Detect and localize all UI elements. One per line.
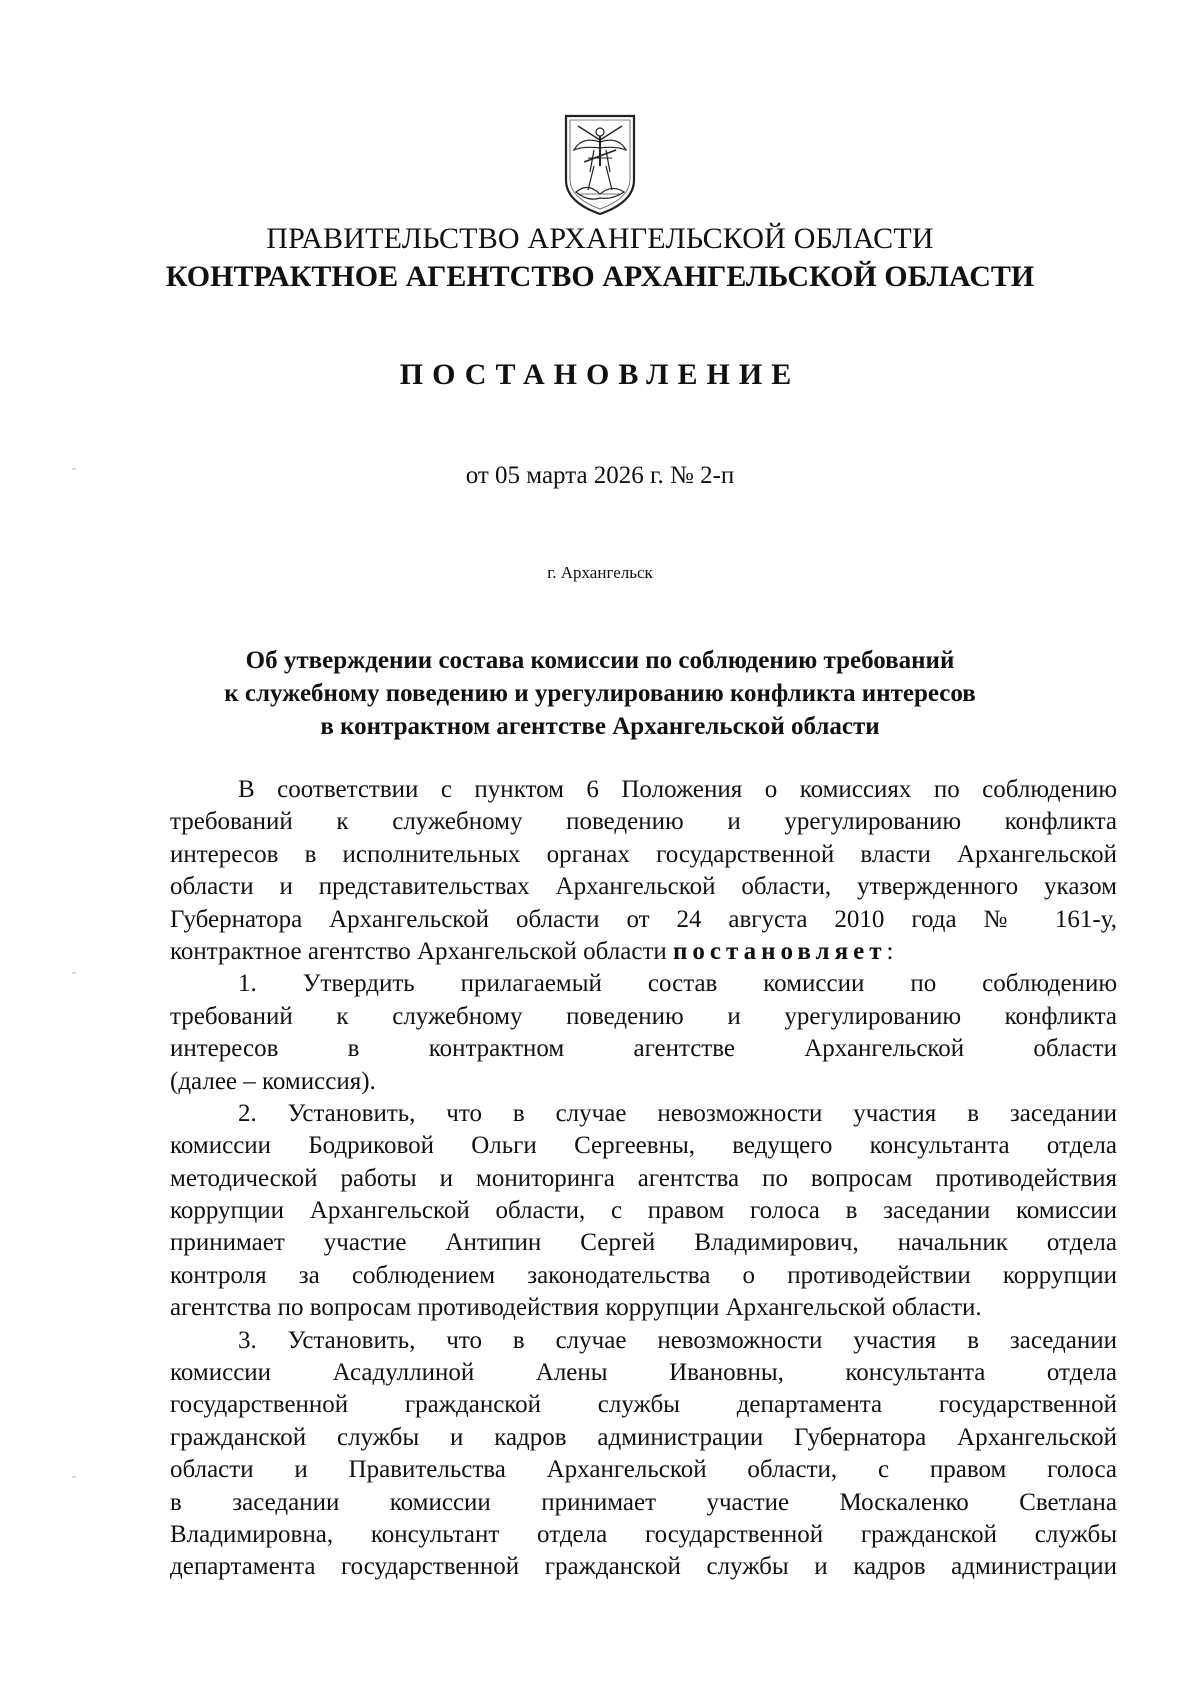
scan-mark <box>72 1476 76 1478</box>
text-line: области и Правительства Архангельской области, с правом голоса <box>170 1456 1117 1484</box>
text-line: агентства по вопросам противодействия коррупции Архангельской области. <box>170 1294 982 1322</box>
text-line: Владимировна, консультант отдела государственной гражданской службы <box>170 1520 1117 1548</box>
document-body <box>170 774 1117 1584</box>
text-line: контроля за соблюдением законодательства о противодействии коррупции <box>170 1261 1117 1289</box>
scan-mark <box>72 972 76 974</box>
text-line: принимает участие Антипин Сергей Владимирович, начальник отдела <box>170 1229 1117 1257</box>
colon: : <box>886 937 894 965</box>
text-line: области и представительствах Архангельской области, утвержденного указом <box>170 873 1117 901</box>
text-line: в заседании комиссии принимает участие Москаленко Светлана <box>170 1488 1117 1516</box>
paragraph-item-1 <box>170 968 1117 1098</box>
resolves-word: постановляет <box>673 937 887 965</box>
coat-of-arms-emblem <box>560 110 640 220</box>
text-line: методической работы и мониторинга агентства по вопросам противодействия <box>170 1164 1117 1192</box>
text-line: 1. Утвердить прилагаемый состав комиссии по соблюдению <box>238 970 1117 998</box>
document-type-heading: ПОСТАНОВЛЕНИЕ <box>399 358 801 391</box>
title-line: в контрактном агентстве Архангельской области <box>320 713 880 740</box>
text-line: 3. Установить, что в случае невозможности участия в заседании <box>238 1326 1117 1354</box>
text-line: государственной гражданской службы департамента государственной <box>170 1391 1117 1419</box>
title-line: Об утверждении состава комиссии по соблюдению требований <box>245 647 955 674</box>
paragraph-item-3 <box>170 1325 1117 1584</box>
text-line: комиссии Асадуллиной Алены Ивановны, консультанта отдела <box>170 1359 1117 1387</box>
organization-line-1: ПРАВИТЕЛЬСТВО АРХАНГЕЛЬСКОЙ ОБЛАСТИ <box>266 222 934 255</box>
organization-line-2: КОНТРАКТНОЕ АГЕНТСТВО АРХАНГЕЛЬСКОЙ ОБЛАСТИ <box>165 260 1035 293</box>
resolving-clause: контрактное агентство Архангельской области <box>170 937 674 965</box>
text-line: требований к служебному поведению и урегулированию конфликта <box>170 808 1117 836</box>
document-date-number: от 05 марта 2026 г. № 2-п <box>465 462 735 489</box>
title-line: к служебному поведению и урегулированию конфликта интересов <box>224 680 976 707</box>
text-line: 2. Установить, что в случае невозможности участия в заседании <box>238 1099 1117 1127</box>
text-line <box>170 936 1117 968</box>
scan-mark <box>72 468 76 470</box>
document-city: г. Архангельск <box>547 563 653 582</box>
text-line: Губернатора Архангельской области от 24 августа 2010 года № 161-у, <box>170 905 1117 933</box>
text-line: интересов в исполнительных органах государственной власти Архангельской <box>170 840 1117 868</box>
paragraph-item-2 <box>170 1098 1117 1325</box>
text-line: гражданской службы и кадров администрации Губернатора Архангельской <box>170 1423 1117 1451</box>
text-line: В соответствии с пунктом 6 Положения о комиссиях по соблюдению <box>238 776 1117 803</box>
text-line: комиссии Бодриковой Ольги Сергеевны, ведущего консультанта отдела <box>170 1132 1117 1160</box>
document-title <box>170 644 1030 743</box>
text-line: департамента государственной гражданской службы и кадров администрации <box>170 1553 1117 1581</box>
text-line: требований к служебному поведению и урегулированию конфликта <box>170 1002 1117 1030</box>
paragraph-preamble <box>170 774 1117 968</box>
text-line: интересов в контрактном агентстве Архангельской области <box>170 1035 1117 1063</box>
text-line: коррупции Архангельской области, с правом голоса в заседании комиссии <box>170 1197 1117 1225</box>
text-line: (далее – комиссия). <box>170 1067 376 1095</box>
